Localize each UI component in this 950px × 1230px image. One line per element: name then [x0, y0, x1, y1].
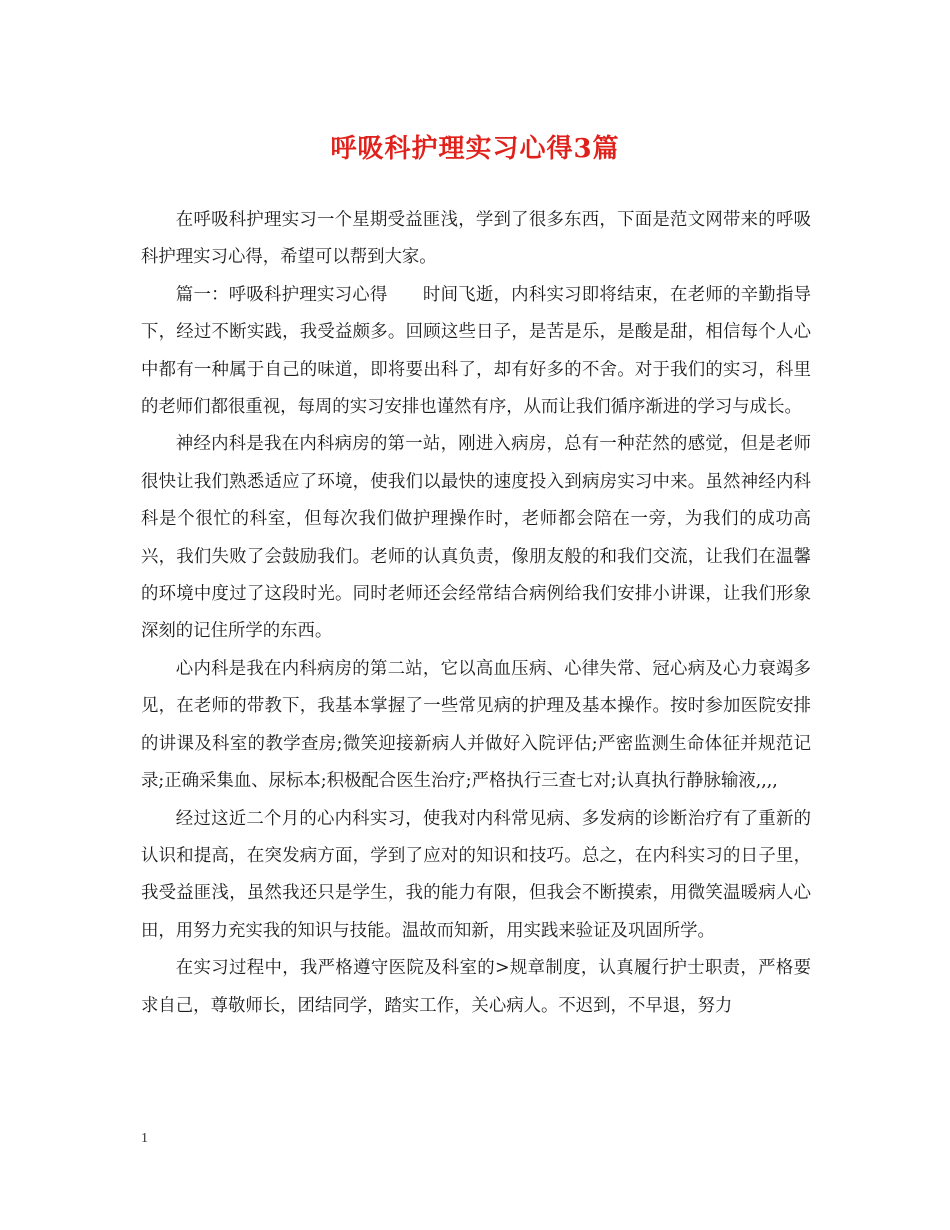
paragraph-part-one: 篇一：呼吸科护理实习心得 时间飞逝，内科实习即将结束，在老师的辛勤指导下，经过不断实践，我受益颇多。回顾这些日子，是苦是乐，是酸是甜，相信每个人心中都有一种属于自己的味道，即将要出科了，却有好多的不舍。对于我们的实习，科里的老师们都很重视，每周的实习安排也谨然有序，从而让我们循序渐进的学习与成长。 — [141, 284, 811, 418]
paragraph-intro: 在呼吸科护理实习一个星期受益匪浅，学到了很多东西，下面是范文网带来的呼吸科护理实习心得，希望可以帮到大家。 — [141, 210, 811, 268]
paragraph-cardiology: 心内科是我在内科病房的第二站，它以高血压病、心律失常、冠心病及心力衰竭多见，在老师的带教下，我基本掌握了一些常见病的护理及基本操作。按时参加医院安排的讲课及科室的教学查房;微笑迎接新病人并做好入院评估;严密监测生命体征并规范记录;正确采集血、尿标本;积极配合医生治疗;严格执行三查七对;认真执行静脉输液,,,, — [141, 658, 811, 792]
paragraph-summary: 经过这近二个月的心内科实习，使我对内科常见病、多发病的诊断治疗有了重新的认识和提高，在突发病方面，学到了应对的知识和技巧。总之，在内科实习的日子里，我受益匪浅，虽然我还只是学生，我的能力有限，但我会不断摸索，用微笑温暖病人心田，用努力充实我的知识与技能。温故而知新，用实践来验证及巩固所学。 — [141, 808, 811, 941]
document-body — [141, 202, 811, 1025]
document-title: 呼吸科护理实习心得3篇 — [330, 134, 620, 164]
page-number: 1 — [141, 1131, 148, 1146]
paragraph-neurology: 神经内科是我在内科病房的第一站，刚进入病房，总有一种茫然的感觉，但是老师很快让我们熟悉适应了环境，使我们以最快的速度投入到病房实习中来。虽然神经内科科是个很忙的科室，但每次我们做护理操作时，老师都会陪在一旁，为我们的成功高兴，我们失败了会鼓励我们。老师的认真负责，像朋友般的和我们交流，让我们在温馨的环境中度过了这段时光。同时老师还会经常结合病例给我们安排小讲课，让我们形象深刻的记住所学的东西。 — [141, 434, 811, 642]
paragraph-conduct: 在实习过程中，我严格遵守医院及科室的>规章制度，认真履行护士职责，严格要求自己，尊敬师长，团结同学，踏实工作，关心病人。不迟到，不早退，努力 — [141, 958, 811, 1016]
